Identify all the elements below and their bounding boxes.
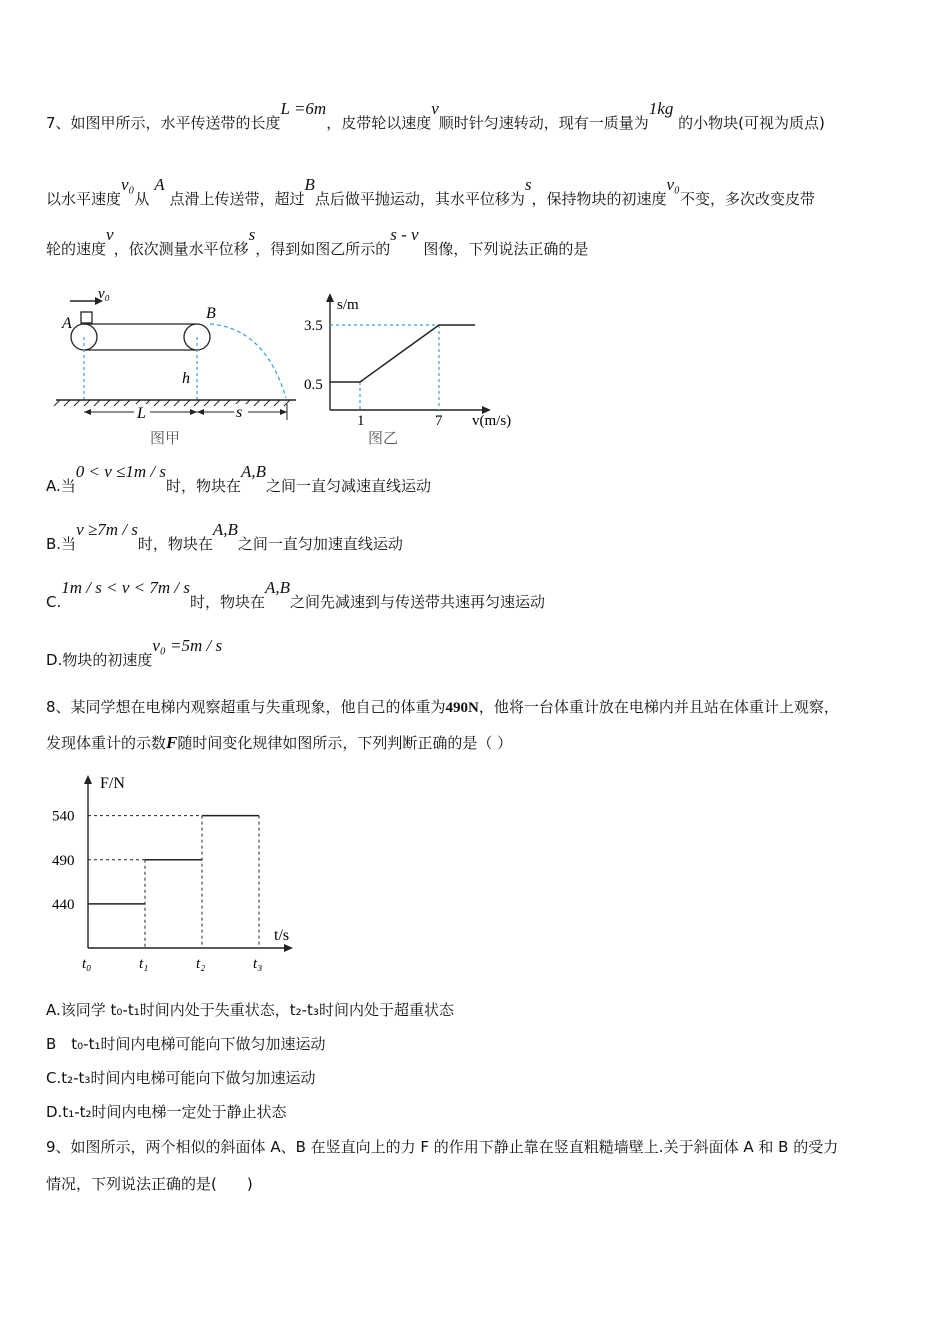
q7-option-b (46, 520, 403, 554)
option-text: D.物块的初速度 (46, 651, 153, 669)
x-tick-label: t₂ (196, 956, 206, 972)
q7-math: v₀ (121, 175, 135, 194)
v-axis-label: v(m/s) (472, 413, 512, 429)
q8-line2 (46, 733, 512, 753)
tick-v-7: 7 (435, 413, 443, 429)
q7-line3 (46, 225, 589, 259)
q7-text: 点滑上传送带，超过 (169, 190, 305, 208)
q7-text: 点后做平抛运动，其水平位移为 (314, 190, 525, 208)
q7-text: 7、如图甲所示，水平传送带的长度 (46, 114, 281, 132)
q8-option-a: A.该同学 t₀-t₁时间内处于失重状态，t₂-t₃时间内处于超重状态 (46, 1001, 454, 1019)
force-time-chart (48, 768, 308, 978)
figure-yi (300, 285, 530, 450)
q7-text: 顺时针匀速转动，现有一质量为 (438, 114, 649, 132)
trajectory-curve (210, 324, 286, 398)
y-tick-label: 490 (52, 852, 75, 869)
q7-text: 以水平速度 (46, 190, 122, 208)
y-tick-label: 540 (52, 808, 75, 825)
q7-math: s (248, 225, 256, 244)
q8-line1 (46, 697, 839, 718)
q7-line1 (46, 99, 825, 133)
q7-text: ，皮带轮以速度 (326, 114, 432, 132)
q7-math: v (431, 99, 439, 118)
q9-line1: 9、如图所示，两个相似的斜面体 A、B 在竖直向上的力 F 的作用下静止靠在竖直粗糙墙壁上.关于斜面体 A 和 B 的受力 (46, 1138, 839, 1156)
q8-text: 随时间变化规律如图所示，下列判断正确的是（ ） (177, 734, 513, 752)
q8-option-d: D.t₁-t₂时间内电梯一定处于静止状态 (46, 1103, 287, 1121)
point-b-label: B (206, 305, 216, 322)
q8-option-b: B t₀-t₁时间内电梯可能向下做匀加速运动 (46, 1035, 326, 1053)
q7-option-a (46, 462, 432, 496)
option-text: 之间一直匀减速直线运动 (266, 477, 432, 495)
option-math: 1m / s < v < 7m / s (61, 578, 190, 597)
q7-line2 (46, 175, 815, 209)
q7-text: ，依次测量水平位移 (113, 240, 249, 258)
dim-l-arrow-left (84, 409, 91, 415)
option-math: v ≥7m / s (76, 520, 138, 539)
ground-hatching (54, 400, 290, 406)
q7-math: v (106, 225, 114, 244)
f-axis-label: F/N (100, 775, 125, 792)
option-math: 0 < v ≤1m / s (75, 462, 166, 481)
q7-text: ，得到如图乙所示的 (255, 240, 391, 258)
q8-text: ，他将一台体重计放在电梯内并且站在体重计上观察， (478, 698, 839, 716)
t-axis-arrow (284, 944, 293, 952)
q8-force-symbol: F (166, 733, 178, 752)
dim-s-arrow-right (280, 409, 287, 415)
y-tick-label: 440 (52, 896, 75, 913)
x-tick-label: t₃ (253, 956, 263, 972)
option-text: 时，物块在 (189, 593, 265, 611)
dim-s-arrow-left (197, 409, 204, 415)
option-math: A,B (241, 462, 267, 481)
height-label: h (182, 370, 190, 387)
q7-math: B (304, 175, 315, 194)
q8-weight: 490N (445, 700, 479, 716)
q7-text: 不变，多次改变皮带 (679, 190, 815, 208)
q7-math: A (154, 175, 165, 194)
q7-option-d (46, 636, 223, 670)
q7-math: 1kg (648, 99, 674, 118)
option-text: B.当 (46, 535, 77, 553)
s-v-curve (330, 325, 475, 382)
figure-caption-jia: 图甲 (150, 431, 181, 447)
q8-option-c: C.t₂-t₃时间内电梯可能向下做匀加速运动 (46, 1069, 316, 1087)
q8-text: 8、某同学想在电梯内观察超重与失重现象，他自己的体重为 (46, 698, 446, 716)
option-text: A.当 (46, 477, 76, 495)
q7-math: s (524, 175, 532, 194)
q8-text: 发现体重计的示数 (46, 734, 167, 752)
f-axis-arrow (84, 775, 92, 784)
tick-3-5: 3.5 (304, 318, 323, 334)
t-axis-label: t/s (274, 927, 290, 944)
small-block (81, 312, 92, 323)
x-tick-label: t₁ (139, 956, 149, 972)
q7-math: v₀ (666, 175, 680, 194)
point-a-label: A (62, 315, 72, 332)
length-l-label: L (137, 405, 146, 422)
x-tick-label: t₀ (82, 956, 92, 972)
q7-text: 从 (134, 190, 150, 208)
option-math: A,B (212, 520, 238, 539)
tick-v-1: 1 (357, 413, 365, 429)
option-math: A,B (265, 578, 291, 597)
q7-math: s - v (390, 225, 419, 244)
figure-jia (50, 280, 310, 450)
dim-l-arrow-right (190, 409, 197, 415)
q7-text: 轮的速度 (46, 240, 107, 258)
option-text: 时，物块在 (137, 535, 213, 553)
q7-text: 图像，下列说法正确的是 (423, 240, 589, 258)
q7-option-c (46, 578, 546, 612)
option-text: 时，物块在 (166, 477, 242, 495)
tick-0-5: 0.5 (304, 377, 323, 393)
option-text: C. (46, 593, 62, 611)
q7-text: 的小物块(可视为质点) (678, 114, 825, 132)
s-axis-arrow (326, 293, 334, 302)
figure-caption-yi: 图乙 (368, 431, 399, 447)
q7-math: L =6m (280, 99, 327, 118)
s-axis-label: s/m (337, 297, 359, 313)
displacement-s-label: s (236, 404, 243, 421)
q7-text: ，保持物块的初速度 (531, 190, 667, 208)
q9-line2: 情况，下列说法正确的是( ) (46, 1175, 253, 1193)
option-text: 之间一直匀加速直线运动 (237, 535, 403, 553)
option-text: 之间先减速到与传送带共速再匀速运动 (290, 593, 546, 611)
option-math: v₀ =5m / s (152, 636, 223, 655)
v0-label: v₀ (98, 286, 110, 302)
